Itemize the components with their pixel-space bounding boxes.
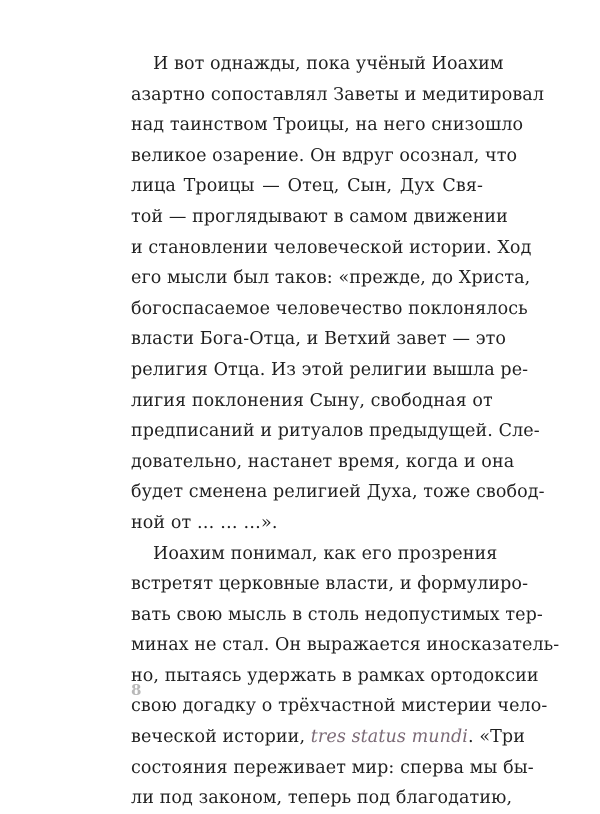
text-fragment: . «Три xyxy=(468,727,525,748)
text-line: свою догадку о трёхчастной мистерии чело- xyxy=(131,696,548,717)
page-number: 8 xyxy=(131,681,142,699)
text-line: но, пытаясь удержать в рамках ортодоксии xyxy=(131,665,539,686)
text-line: И вот однажды, пока учёный Иоахим xyxy=(153,54,504,74)
text-line: азартно сопоставлял Заветы и медитировал xyxy=(131,84,545,105)
text-line: довательно, настанет время, когда и она xyxy=(131,451,515,472)
latin-phrase: tres status mundi xyxy=(310,727,469,748)
text-line: над таинством Троицы, на него снизошло xyxy=(131,115,524,136)
text-line: вать свою мысль в столь недопустимых тер- xyxy=(131,604,543,625)
text-line: власти Бога-Отца, и Ветхий завет — это xyxy=(131,329,507,350)
text-line: лигия поклонения Сыну, свободная от xyxy=(131,390,493,411)
body-text xyxy=(131,49,560,814)
text-line: предписаний и ритуалов предыдущей. Сле- xyxy=(131,421,540,442)
text-fragment: веческой истории, xyxy=(131,727,311,748)
text-line: минах не стал. Он выражается иносказатель- xyxy=(131,635,560,656)
text-line: и становлении человеческой истории. Ход xyxy=(131,237,532,258)
text-line: будет сменена религией Духа, тоже свобод- xyxy=(131,482,545,503)
text-line: лица Троицы — Отец, Сын, Дух Свя- xyxy=(131,176,483,197)
paragraph-1 xyxy=(131,49,545,539)
text-line: встретят церковные власти, и формулиро- xyxy=(131,574,529,595)
text-line: великое озарение. Он вдруг осознал, что xyxy=(131,145,518,166)
text-line: той — проглядывают в самом движении xyxy=(131,206,508,227)
text-line: ной от … … …». xyxy=(131,512,278,533)
paragraph-2 xyxy=(131,539,560,814)
text-line: Иоахим понимал, как его прозрения xyxy=(153,543,498,564)
text-line-with-latin xyxy=(131,722,525,753)
text-line: состояния переживает мир: сперва мы бы- xyxy=(131,757,534,778)
text-line: религия Отца. Из этой религии вышла ре- xyxy=(131,359,529,380)
text-line: его мысли был таков: «прежде, до Христа, xyxy=(131,268,531,289)
text-line: ли под законом, теперь под благодатию, xyxy=(131,788,513,809)
text-line: богоспасаемое человечество поклонялось xyxy=(131,298,528,319)
